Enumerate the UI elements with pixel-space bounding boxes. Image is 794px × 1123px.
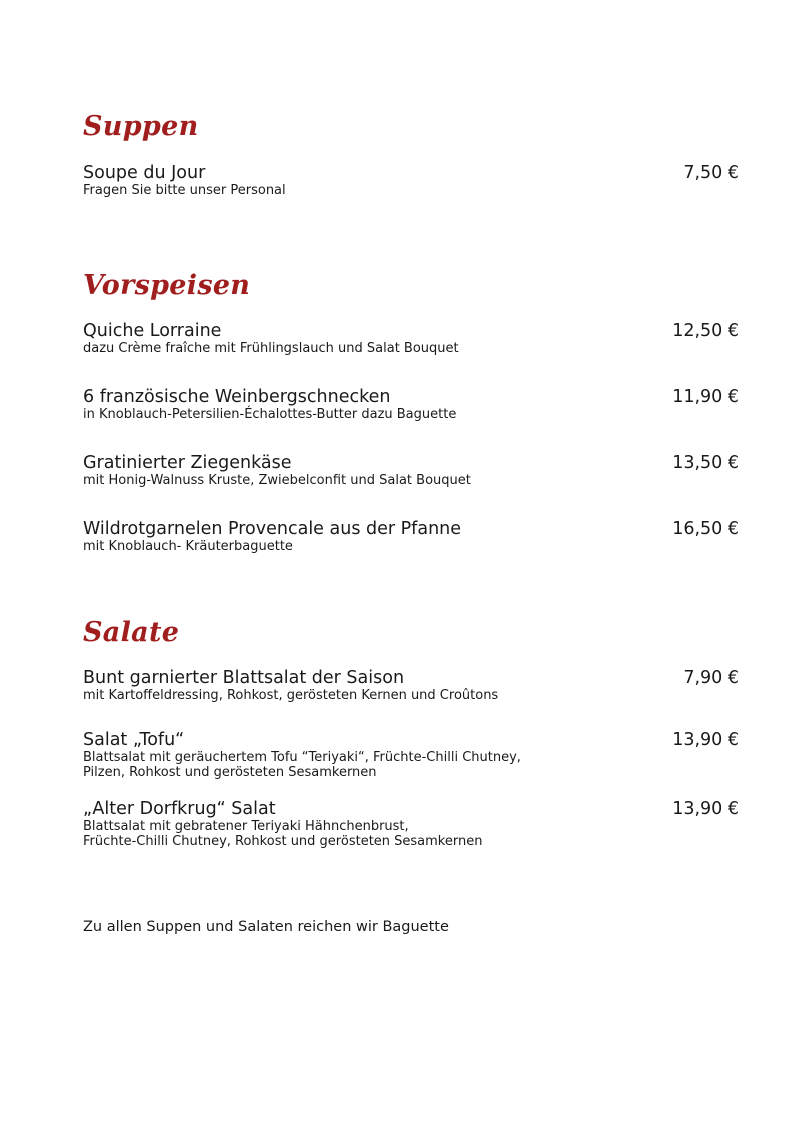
menu-item [83,669,739,703]
section-title-salate: Salate [83,617,180,648]
item-name: Wildrotgarnelen Provencale aus der Pfanne [83,519,462,539]
item-description: dazu Crème fraîche mit Frühlingslauch und Salat Bouquet [83,341,459,356]
item-name: „Alter Dorfkrug“ Salat [83,799,276,819]
item-price: 7,50 € [683,163,739,183]
section-title-suppen: Suppen [83,111,199,142]
item-description: mit Knoblauch- Kräuterbaguette [83,539,293,554]
item-description: mit Kartoffeldressing, Rohkost, gerösteten Kernen und Croûtons [83,688,499,703]
item-description: Früchte-Chilli Chutney, Rohkost und gerösteten Sesamkernen [83,834,483,849]
item-description: mit Honig-Walnuss Kruste, Zwiebelconfit und Salat Bouquet [83,473,471,488]
item-price: 12,50 € [672,321,739,341]
item-price: 13,50 € [672,453,739,473]
item-name: Salat „Tofu“ [83,730,185,750]
item-description: Blattsalat mit geräuchertem Tofu “Teriyaki“, Früchte-Chilli Chutney, [83,750,521,765]
item-name: Bunt garnierter Blattsalat der Saison [83,668,405,688]
item-name: Gratinierter Ziegenkäse [83,453,292,473]
menu-item [83,388,739,422]
item-price: 11,90 € [672,387,739,407]
menu-item [83,520,739,554]
item-description: Pilzen, Rohkost und gerösteten Sesamkernen [83,765,377,780]
menu-item [83,164,739,198]
menu-item [83,322,739,356]
item-name: Soupe du Jour [83,163,206,183]
section-title-vorspeisen: Vorspeisen [83,270,251,301]
item-description: Fragen Sie bitte unser Personal [83,183,286,198]
item-price: 13,90 € [672,799,739,819]
menu-item [83,800,739,849]
item-price: 16,50 € [672,519,739,539]
footer-note: Zu allen Suppen und Salaten reichen wir Baguette [83,919,449,935]
menu-item [83,454,739,488]
item-price: 7,90 € [683,668,739,688]
menu-item [83,731,739,780]
item-name: 6 französische Weinbergschnecken [83,387,391,407]
item-price: 13,90 € [672,730,739,750]
item-description: Blattsalat mit gebratener Teriyaki Hähnchenbrust, [83,819,409,834]
item-description: in Knoblauch-Petersilien-Échalottes-Butter dazu Baguette [83,407,457,422]
item-name: Quiche Lorraine [83,321,222,341]
